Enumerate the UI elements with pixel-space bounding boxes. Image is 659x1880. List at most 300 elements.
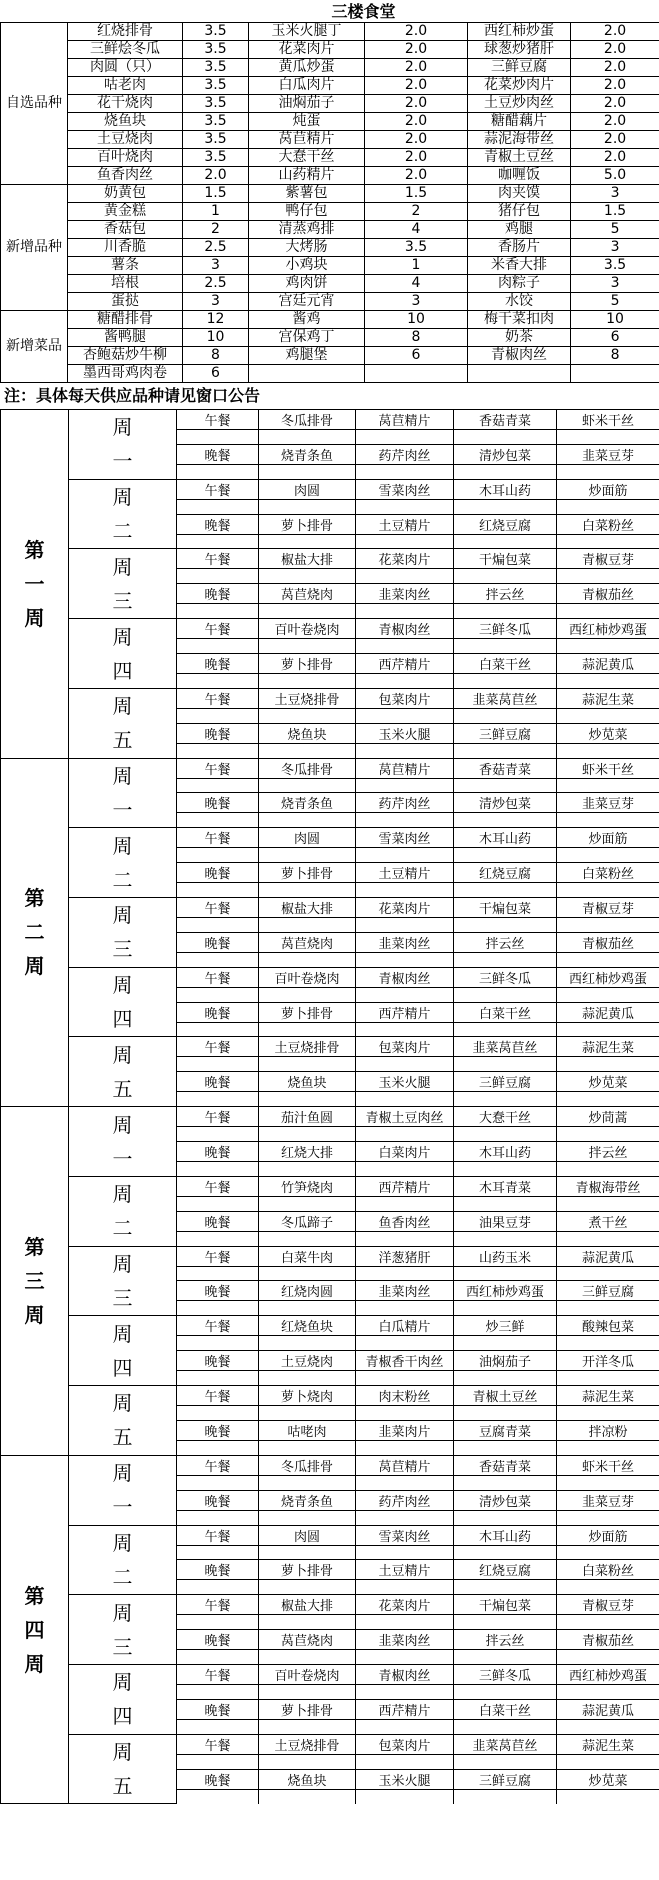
- dinner-label: 晚餐: [177, 514, 259, 534]
- dish-name: 米香大排: [468, 257, 571, 275]
- dinner-label: 晚餐: [177, 1699, 259, 1719]
- dish-cell: 木耳青菜: [454, 1176, 557, 1196]
- lunch-label: 午餐: [177, 479, 259, 499]
- dish-price: 2.0: [365, 113, 468, 131]
- dish-name: 红烧排骨: [68, 23, 183, 41]
- dish-name: 墨西哥鸡肉卷: [68, 365, 183, 383]
- stacked-label-text: 周四: [112, 624, 133, 683]
- blank-cell: [177, 987, 259, 1002]
- price-row: [1, 131, 659, 149]
- dish-name: 山药精片: [249, 167, 365, 185]
- dish-cell: 红烧豆腐: [454, 514, 557, 534]
- dish-name: 梅干菜扣肉: [468, 311, 571, 329]
- title-row: [1, 0, 659, 23]
- dish-cell: 干煸包菜: [454, 1595, 557, 1615]
- dish-price: 6: [365, 347, 468, 365]
- dish-name: 油焖茄子: [249, 95, 365, 113]
- dish-cell: 蒜泥生菜: [557, 1386, 659, 1406]
- blank-cell: [356, 1789, 454, 1804]
- blank-cell: [356, 534, 454, 549]
- dish-name: 肉夹馍: [468, 185, 571, 203]
- meal-row: [1, 479, 659, 499]
- dish-cell: 三鲜冬瓜: [454, 619, 557, 639]
- blank-cell: [177, 813, 259, 828]
- dish-price: 2.0: [365, 23, 468, 41]
- dish-cell: 拌云丝: [454, 1630, 557, 1650]
- dish-cell: 红烧肉圆: [259, 1281, 356, 1301]
- day-label: [69, 410, 177, 480]
- blank-cell: [177, 952, 259, 967]
- dish-cell: 西红柿炒鸡蛋: [454, 1281, 557, 1301]
- dish-price: 3: [571, 185, 659, 203]
- dish-cell: 冬瓜排骨: [259, 410, 356, 430]
- meal-row: [1, 1176, 659, 1196]
- blank-cell: [454, 1475, 557, 1490]
- blank-cell: [454, 1545, 557, 1560]
- dish-price: 3.5: [183, 59, 249, 77]
- dish-name: 清蒸鸡排: [249, 221, 365, 239]
- lunch-label: 午餐: [177, 1386, 259, 1406]
- dish-cell: 雪菜肉丝: [356, 1525, 454, 1545]
- blank-cell: [259, 1371, 356, 1386]
- dish-price: 2.0: [365, 41, 468, 59]
- blank-cell: [177, 1127, 259, 1142]
- stacked-label-text: 第四周: [24, 1583, 45, 1676]
- dish-name: 糖醋藕片: [468, 113, 571, 131]
- blank-cell: [356, 1231, 454, 1246]
- blank-cell: [177, 534, 259, 549]
- dish-cell: 萝卜排骨: [259, 863, 356, 883]
- dish-price: 2.0: [571, 59, 659, 77]
- blank-cell: [557, 464, 659, 479]
- blank-cell: [259, 918, 356, 933]
- day-label: [69, 1316, 177, 1386]
- dish-cell: 韭菜豆芽: [557, 1490, 659, 1510]
- dish-price: 3.5: [571, 257, 659, 275]
- dinner-label: 晚餐: [177, 793, 259, 813]
- dish-cell: 炒面筋: [557, 1525, 659, 1545]
- dish-cell: 炒苋菜: [557, 1072, 659, 1092]
- stacked-label-text: 周四: [112, 973, 133, 1032]
- dish-name: 宫保鸡丁: [249, 329, 365, 347]
- dish-cell: 包菜肉片: [356, 1037, 454, 1057]
- blank-cell: [557, 1475, 659, 1490]
- blank-cell: [356, 1406, 454, 1421]
- blank-cell: [177, 639, 259, 654]
- week-label: [1, 758, 69, 1107]
- blank-cell: [454, 918, 557, 933]
- blank-cell: [259, 813, 356, 828]
- price-row: [1, 365, 659, 383]
- stacked-label-text: 周一: [112, 763, 133, 822]
- dish-cell: 烧鱼块: [259, 1072, 356, 1092]
- dish-cell: 玉米火腿: [356, 723, 454, 743]
- dish-cell: 莴苣烧肉: [259, 1630, 356, 1650]
- dish-cell: 三鲜豆腐: [557, 1281, 659, 1301]
- blank-cell: [259, 1266, 356, 1281]
- dish-cell: 青椒土豆丝: [454, 1386, 557, 1406]
- meal-row: [1, 758, 659, 778]
- blank-cell: [557, 1789, 659, 1804]
- price-row: [1, 275, 659, 293]
- dish-cell: 花菜肉片: [356, 1595, 454, 1615]
- blank-cell: [557, 1196, 659, 1211]
- dish-name: 咖喱饭: [468, 167, 571, 185]
- blank-cell: [356, 1196, 454, 1211]
- lunch-label: 午餐: [177, 1664, 259, 1684]
- dish-name: 烧鱼块: [68, 113, 183, 131]
- blank-cell: [454, 1231, 557, 1246]
- dish-cell: 竹笋烧肉: [259, 1176, 356, 1196]
- stacked-label-text: 周四: [112, 1321, 133, 1380]
- blank-cell: [177, 1510, 259, 1525]
- blank-cell: [356, 639, 454, 654]
- dinner-label: 晚餐: [177, 1072, 259, 1092]
- dish-price: 4: [365, 221, 468, 239]
- dish-cell: 青椒肉丝: [356, 967, 454, 987]
- blank-cell: [259, 848, 356, 863]
- blank-cell: [259, 883, 356, 898]
- stacked-label-text: 周二: [112, 1530, 133, 1589]
- blank-cell: [454, 1371, 557, 1386]
- dish-name: 青椒土豆丝: [468, 149, 571, 167]
- blank-cell: [356, 708, 454, 723]
- blank-cell: [454, 1196, 557, 1211]
- blank-cell: [557, 1406, 659, 1421]
- price-row: [1, 221, 659, 239]
- meal-row: [1, 1525, 659, 1545]
- dish-price: 2.0: [571, 131, 659, 149]
- blank-cell: [259, 743, 356, 758]
- meal-row: [1, 1664, 659, 1684]
- blank-cell: [454, 987, 557, 1002]
- dinner-label: 晚餐: [177, 1769, 259, 1789]
- dish-price: 2.0: [365, 131, 468, 149]
- dinner-label: 晚餐: [177, 1560, 259, 1580]
- dish-cell: 韭菜莴苣丝: [454, 1037, 557, 1057]
- blank-cell: [557, 1371, 659, 1386]
- dish-cell: 西芹精片: [356, 1002, 454, 1022]
- dish-cell: 酸辣包菜: [557, 1316, 659, 1336]
- dish-price: 3: [365, 293, 468, 311]
- blank-cell: [356, 1371, 454, 1386]
- dish-cell: 包菜肉片: [356, 688, 454, 708]
- blank-cell: [557, 952, 659, 967]
- blank-cell: [259, 1092, 356, 1107]
- dish-name: 炖蛋: [249, 113, 365, 131]
- blank-cell: [259, 569, 356, 584]
- lunch-label: 午餐: [177, 967, 259, 987]
- dish-price: 10: [183, 329, 249, 347]
- blank-cell: [259, 1684, 356, 1699]
- blank-cell: [454, 534, 557, 549]
- dish-name: 三鲜烩冬瓜: [68, 41, 183, 59]
- dish-name: 大烤肠: [249, 239, 365, 257]
- blank-cell: [454, 813, 557, 828]
- dish-cell: 白瓜精片: [356, 1316, 454, 1336]
- dish-cell: 玉米火腿: [356, 1769, 454, 1789]
- blank-cell: [177, 1092, 259, 1107]
- dish-cell: 白菜牛肉: [259, 1246, 356, 1266]
- blank-cell: [557, 1545, 659, 1560]
- dish-cell: 土豆烧肉: [259, 1351, 356, 1371]
- dish-cell: 韭菜肉丝: [356, 1630, 454, 1650]
- dish-cell: 萝卜排骨: [259, 1560, 356, 1580]
- dish-cell: 油果豆芽: [454, 1211, 557, 1231]
- dinner-label: 晚餐: [177, 1420, 259, 1440]
- blank-cell: [356, 883, 454, 898]
- dish-cell: 红烧大排: [259, 1142, 356, 1162]
- dish-cell: 白菜粉丝: [557, 1560, 659, 1580]
- blank-cell: [177, 1371, 259, 1386]
- dish-price: 1.5: [183, 185, 249, 203]
- blank-cell: [259, 708, 356, 723]
- dish-cell: 韭菜肉丝: [356, 1281, 454, 1301]
- price-row: [1, 329, 659, 347]
- price-row: [1, 59, 659, 77]
- dish-cell: 椒盐大排: [259, 898, 356, 918]
- dish-name: 玉米火腿丁: [249, 23, 365, 41]
- blank-cell: [177, 1301, 259, 1316]
- dish-cell: 鱼香肉丝: [356, 1211, 454, 1231]
- dish-price: 10: [571, 311, 659, 329]
- stacked-label-text: 周三: [112, 1251, 133, 1310]
- stacked-label-text: 周四: [112, 1670, 133, 1729]
- blank-cell: [177, 1789, 259, 1804]
- day-label: [69, 828, 177, 898]
- blank-cell: [177, 1162, 259, 1177]
- blank-cell: [454, 1440, 557, 1455]
- dish-cell: 木耳山药: [454, 828, 557, 848]
- dish-name: 奶黄包: [68, 185, 183, 203]
- dish-name: 小鸡块: [249, 257, 365, 275]
- blank-cell: [356, 674, 454, 689]
- dish-price: 2.0: [571, 77, 659, 95]
- blank-cell: [177, 1057, 259, 1072]
- dinner-label: 晚餐: [177, 584, 259, 604]
- meal-row: [1, 1246, 659, 1266]
- blank-cell: [356, 1754, 454, 1769]
- blank-cell: [356, 778, 454, 793]
- dish-cell: 烧青条鱼: [259, 444, 356, 464]
- dish-cell: 白菜干丝: [454, 1002, 557, 1022]
- dish-cell: 土豆烧排骨: [259, 688, 356, 708]
- blank-cell: [557, 534, 659, 549]
- blank-cell: [356, 464, 454, 479]
- blank-cell: [177, 1650, 259, 1665]
- meal-row: [1, 1734, 659, 1754]
- dish-cell: 青椒香干肉丝: [356, 1351, 454, 1371]
- dish-name: 青椒肉丝: [468, 347, 571, 365]
- dish-cell: 花菜肉片: [356, 549, 454, 569]
- blank-cell: [177, 1266, 259, 1281]
- stacked-label-text: 周一: [112, 415, 133, 474]
- dish-price: 5: [571, 221, 659, 239]
- dish-cell: 蒜泥黄瓜: [557, 654, 659, 674]
- dish-price: 5.0: [571, 167, 659, 185]
- blank-cell: [177, 1196, 259, 1211]
- blank-cell: [454, 1057, 557, 1072]
- dish-name: 西红柿炒蛋: [468, 23, 571, 41]
- dish-name: 土豆烧肉: [68, 131, 183, 149]
- blank-cell: [259, 1440, 356, 1455]
- blank-cell: [454, 1580, 557, 1595]
- dish-price: 2: [183, 221, 249, 239]
- dish-cell: 西红柿炒鸡蛋: [557, 619, 659, 639]
- dish-name: 肉粽子: [468, 275, 571, 293]
- blank-cell: [259, 1231, 356, 1246]
- price-row: [1, 239, 659, 257]
- blank-cell: [177, 1719, 259, 1734]
- dish-cell: 烧鱼块: [259, 1769, 356, 1789]
- dish-price: 2.0: [571, 113, 659, 131]
- blank-cell: [557, 639, 659, 654]
- blank-cell: [557, 1684, 659, 1699]
- blank-cell: [454, 952, 557, 967]
- dish-cell: 青椒豆芽: [557, 1595, 659, 1615]
- dish-cell: 雪菜肉丝: [356, 479, 454, 499]
- dish-cell: 炒面筋: [557, 479, 659, 499]
- dish-cell: 莴苣精片: [356, 1455, 454, 1475]
- lunch-label: 午餐: [177, 1525, 259, 1545]
- dish-name: 薯条: [68, 257, 183, 275]
- blank-cell: [259, 1301, 356, 1316]
- dish-price: 2.0: [365, 149, 468, 167]
- dish-cell: 青椒海带丝: [557, 1176, 659, 1196]
- blank-cell: [177, 569, 259, 584]
- dish-price: 3: [183, 293, 249, 311]
- page-title: 三楼食堂: [331, 1, 396, 21]
- blank-cell: [454, 499, 557, 514]
- dish-name: 黄瓜炒蛋: [249, 59, 365, 77]
- blank-cell: [356, 1301, 454, 1316]
- dish-cell: 韭菜肉丝: [356, 932, 454, 952]
- blank-cell: [454, 604, 557, 619]
- day-label: [69, 688, 177, 758]
- dish-cell: 萝卜排骨: [259, 1002, 356, 1022]
- dish-cell: 山药玉米: [454, 1246, 557, 1266]
- blank-cell: [454, 778, 557, 793]
- blank-cell: [557, 1719, 659, 1734]
- blank-cell: [259, 604, 356, 619]
- dish-cell: 药芹肉丝: [356, 793, 454, 813]
- dish-cell: 洋葱猪肝: [356, 1246, 454, 1266]
- meal-row: [1, 1386, 659, 1406]
- stacked-label-text: 周二: [112, 1182, 133, 1241]
- price-row: [1, 167, 659, 185]
- meal-row: [1, 1595, 659, 1615]
- lunch-label: 午餐: [177, 619, 259, 639]
- blank-cell: [454, 1650, 557, 1665]
- lunch-label: 午餐: [177, 1176, 259, 1196]
- blank-cell: [454, 848, 557, 863]
- dish-cell: 萝卜排骨: [259, 1699, 356, 1719]
- dish-cell: 椒盐大排: [259, 1595, 356, 1615]
- dish-price: 3.5: [183, 149, 249, 167]
- dish-cell: 土豆精片: [356, 863, 454, 883]
- blank-cell: [356, 1162, 454, 1177]
- blank-cell: [454, 430, 557, 445]
- blank-cell: [259, 1754, 356, 1769]
- dish-cell: 萝卜排骨: [259, 514, 356, 534]
- notice-text: 注：具体每天供应品种请见窗口公告: [4, 386, 261, 405]
- dish-cell: 清炒包菜: [454, 793, 557, 813]
- dish-cell: 烧青条鱼: [259, 793, 356, 813]
- dish-cell: 土豆精片: [356, 1560, 454, 1580]
- dish-cell: 白菜干丝: [454, 1699, 557, 1719]
- day-label: [69, 1386, 177, 1456]
- dish-cell: 药芹肉丝: [356, 1490, 454, 1510]
- blank-cell: [454, 708, 557, 723]
- meal-row: [1, 549, 659, 569]
- lunch-label: 午餐: [177, 1107, 259, 1127]
- lunch-label: 午餐: [177, 1316, 259, 1336]
- dish-price: 2.0: [183, 167, 249, 185]
- dinner-label: 晚餐: [177, 1630, 259, 1650]
- lunch-label: 午餐: [177, 1037, 259, 1057]
- blank-cell: [177, 1615, 259, 1630]
- blank-cell: [259, 1336, 356, 1351]
- dish-cell: 百叶卷烧肉: [259, 967, 356, 987]
- blank-cell: [177, 918, 259, 933]
- stacked-label-text: 周五: [112, 694, 133, 753]
- dish-cell: 炒苋菜: [557, 723, 659, 743]
- lunch-label: 午餐: [177, 1595, 259, 1615]
- blank-cell: [259, 499, 356, 514]
- dish-name: 土豆炒肉丝: [468, 95, 571, 113]
- blank-cell: [454, 674, 557, 689]
- blank-cell: [557, 1162, 659, 1177]
- price-row: [1, 113, 659, 131]
- blank-cell: [259, 1162, 356, 1177]
- dish-cell: 蒜泥生菜: [557, 1734, 659, 1754]
- dish-cell: 香菇青菜: [454, 1455, 557, 1475]
- stacked-label-text: 周五: [112, 1740, 133, 1799]
- dinner-label: 晚餐: [177, 1281, 259, 1301]
- dish-cell: 三鲜冬瓜: [454, 1664, 557, 1684]
- dish-cell: 冬瓜排骨: [259, 1455, 356, 1475]
- dish-price: 3: [571, 239, 659, 257]
- dish-price: 1: [183, 203, 249, 221]
- blank-cell: [356, 499, 454, 514]
- stacked-label-text: 周一: [112, 1461, 133, 1520]
- blank-cell: [356, 813, 454, 828]
- blank-cell: [557, 1127, 659, 1142]
- dish-name: 大惷干丝: [249, 149, 365, 167]
- dish-cell: 青椒豆芽: [557, 898, 659, 918]
- dish-cell: 三鲜豆腐: [454, 723, 557, 743]
- dish-cell: 萝卜烧肉: [259, 1386, 356, 1406]
- stacked-label-text: 周一: [112, 1112, 133, 1171]
- dish-cell: 雪菜肉丝: [356, 828, 454, 848]
- dish-cell: 烧青条鱼: [259, 1490, 356, 1510]
- blank-cell: [454, 1789, 557, 1804]
- meal-row: [1, 828, 659, 848]
- meal-row: [1, 688, 659, 708]
- blank-cell: [259, 1650, 356, 1665]
- blank-cell: [454, 1406, 557, 1421]
- dish-name: 三鲜豆腐: [468, 59, 571, 77]
- dish-cell: 莴苣精片: [356, 410, 454, 430]
- dish-cell: 青椒土豆肉丝: [356, 1107, 454, 1127]
- dish-cell: 虾米干丝: [557, 758, 659, 778]
- blank-cell: [356, 1057, 454, 1072]
- dish-name: 鸡腿: [468, 221, 571, 239]
- dish-cell: 西芹精片: [356, 1176, 454, 1196]
- dinner-label: 晚餐: [177, 1490, 259, 1510]
- dish-price: 2.0: [365, 95, 468, 113]
- dish-cell: 西芹精片: [356, 654, 454, 674]
